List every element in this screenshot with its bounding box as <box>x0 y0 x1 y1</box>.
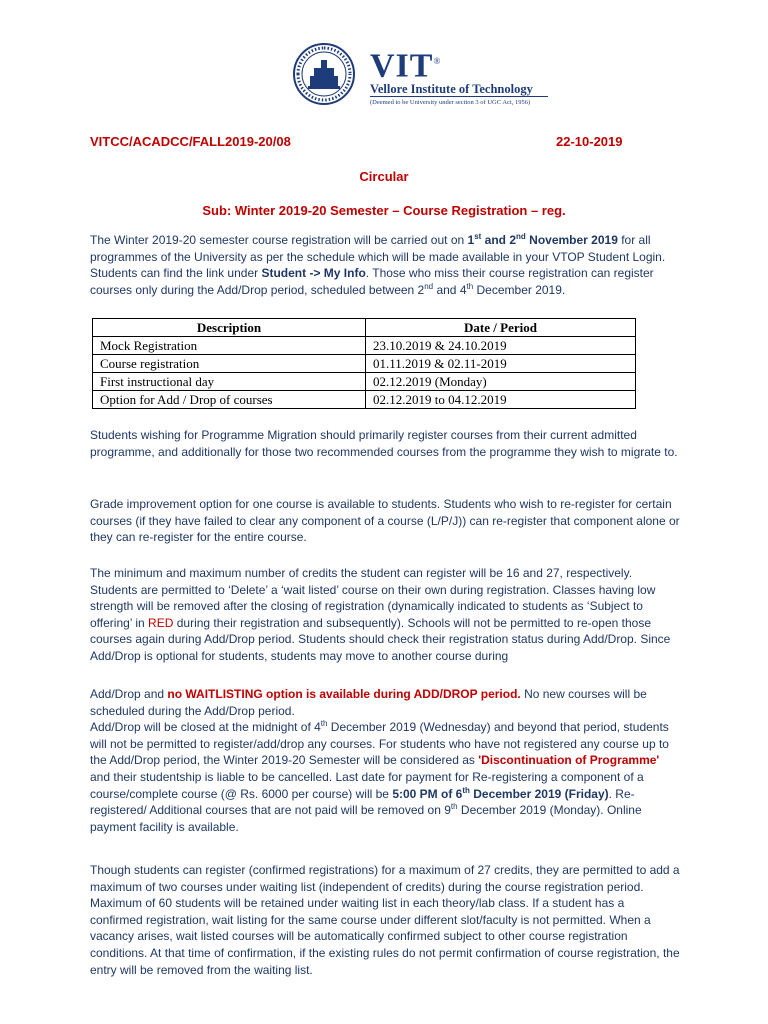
table-row <box>93 391 636 409</box>
table-cell-description: Mock Registration <box>93 337 366 355</box>
table-cell-date: 23.10.2019 & 24.10.2019 <box>366 337 636 355</box>
table-cell-description: First instructional day <box>93 373 366 391</box>
intro-paragraph: The Winter 2019-20 semester course registration will be carried out on 1st and 2nd November 2019 for all programmes of the University as per the schedule which will be made available in your VTOP Student Login. Students can find the link under Student -> My Info. Those who miss their course registration can register courses only during the Add/Drop period, scheduled between 2nd and 4th December 2019. <box>90 232 666 297</box>
table-header-description: Description <box>93 319 366 337</box>
logo-subtitle: (Deemed to be University under section 3 of UGC Act, 1956) <box>370 99 531 106</box>
table-cell-date: 01.11.2019 & 02.11-2019 <box>366 355 636 373</box>
add-drop-paragraph: Add/Drop and no WAITLISTING option is available during ADD/DROP period. No new courses will be scheduled during the Add/Drop period. Add/Drop will be closed at the midnight of 4th December 2019 (Wednesday) and beyond that period, students will not be permitted to register/add/drop any courses. For students who have not registered any course up to the Add/Drop period, the Winter 2019-20 Semester will be considered as 'Discontinuation of Programme' and their studentship is liable to be cancelled. Last date for payment for Re-registering a component of a course/complete course (@ Rs. 6000 per course) will be 5:00 PM of 6th December 2019 (Friday). Re-registered/ Additional courses that are not paid will be removed on 9th December 2019 (Monday). Online payment facility is available. <box>90 687 669 834</box>
table-cell-date: 02.12.2019 to 04.12.2019 <box>366 391 636 409</box>
table-row <box>93 373 636 391</box>
table-header-date: Date / Period <box>366 319 636 337</box>
circular-heading: Circular <box>359 169 409 184</box>
payment-deadline: 5:00 PM of 6th December 2019 (Friday) <box>392 785 609 801</box>
table-cell-description: Course registration <box>93 355 366 373</box>
vtop-path: Student -> My Info <box>261 266 366 281</box>
vit-logo <box>292 42 533 112</box>
table-row <box>93 337 636 355</box>
logo-title: VIT® <box>370 47 442 85</box>
circular-date: 22-10-2019 <box>556 134 623 149</box>
no-waitlisting-notice: no WAITLISTING option is available during ADD/DROP period. <box>167 687 521 701</box>
registered-mark: ® <box>433 56 442 66</box>
schedule-table <box>92 318 636 409</box>
waitlist-paragraph: Though students can register (confirmed registrations) for a maximum of 27 credits, they are permitted to add a maximum of two courses under waiting list (independent of credits) during the course registration period. Maximum of 60 students will be retained under waiting list in each theory/lab class. If a student has a confirmed registration, wait listing for the same course under different slot/faculty is not permitted. When a vacancy arises, wait listed courses will be automatically confirmed subject to other course registration conditions. At that time of confirmation, if the existing rules do not permit confirmation of course registration, the entry will be removed from the waiting list. <box>90 863 680 977</box>
red-highlight: RED <box>148 615 174 630</box>
grade-improvement-paragraph: Grade improvement option for one course is available to students. Students who wish to re-register for certain courses (if they have failed to clear any component of a course (L/P/J)) can re-register that component alone or they can re-register for the entire course. <box>90 497 680 545</box>
table-header-row <box>93 319 636 337</box>
logo-divider <box>370 96 548 97</box>
migration-paragraph: Students wishing for Programme Migration should primarily register courses from their current admitted programme, and additionally for those two recommended courses from the programme they wish to migrate to. <box>90 428 678 459</box>
table-cell-description: Option for Add / Drop of courses <box>93 391 366 409</box>
circular-reference: VITCC/ACADCC/FALL2019-20/08 <box>90 134 291 149</box>
credits-paragraph: The minimum and maximum number of credits the student can register will be 16 and 27, respectively. Students are permitted to ‘Delete’ a ‘wait listed’ course on their own during registration. Classes having low strength will be removed after the closing of registration (dynamically indicated to students as ‘Subject to offering’ in RED during their registration and subsequently). Schools will not be permitted to re-open those courses again during Add/Drop period. Students should check their registration status during Add/Drop. Since Add/Drop is optional for students, students may move to another course during <box>90 566 671 663</box>
logo-name: Vellore Institute of Technology <box>370 82 533 96</box>
discontinuation-notice: 'Discontinuation of Programme' <box>478 753 660 768</box>
circular-subject: Sub: Winter 2019-20 Semester – Course Registration – reg. <box>202 203 566 218</box>
table-cell-date: 02.12.2019 (Monday) <box>366 373 636 391</box>
table-row <box>93 355 636 373</box>
university-seal-icon <box>292 42 356 106</box>
